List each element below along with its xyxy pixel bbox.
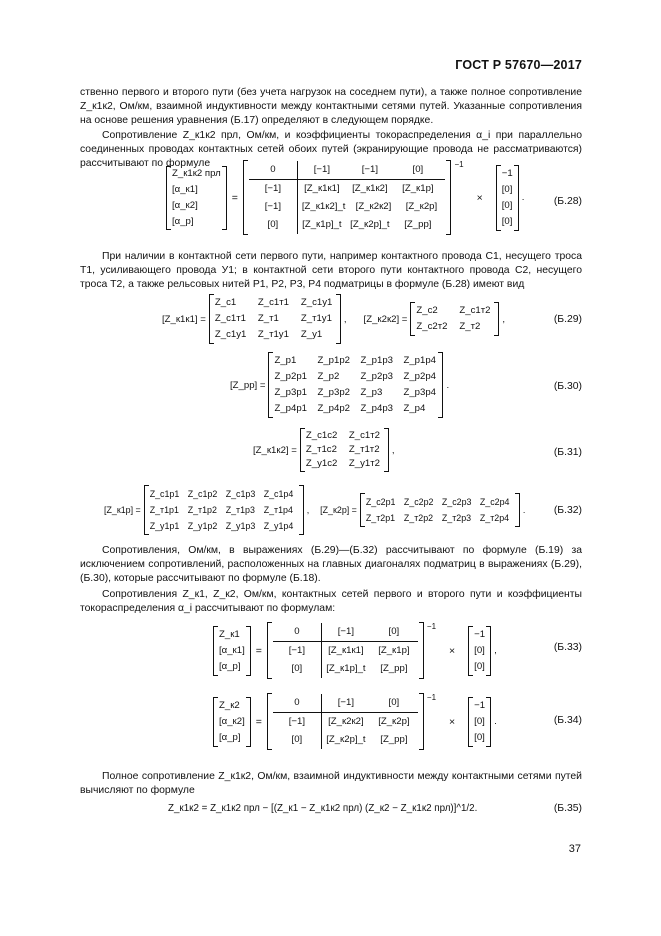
b30-32: Z_р4р3 [360, 403, 394, 414]
b30-03: Z_р1р4 [403, 355, 437, 366]
b28-m03: [0] [412, 164, 424, 175]
b31-10: Z_т1с2 [305, 444, 337, 455]
b30-13: Z_р2р4 [403, 371, 437, 382]
b29-m1-02: Z_с1у1 [300, 297, 333, 308]
b30-12: Z_р2р3 [360, 371, 394, 382]
b28-m10: [−1] [264, 183, 282, 194]
b32-m2-10: Z_т2р1 [365, 513, 396, 523]
b30-33: Z_р4 [403, 403, 426, 414]
b30-00: Z_р1 [274, 355, 297, 366]
b28-lhs-vector [166, 166, 227, 230]
b30-22: Z_р3 [360, 387, 383, 398]
b33-rhs-2: [0] [474, 660, 485, 672]
b29-matrix-k1k1 [209, 294, 341, 344]
b29-m1-22: Z_у1 [300, 329, 323, 340]
b32-m1-20: Z_у1р1 [149, 521, 180, 531]
equation-number-b30: (Б.30) [553, 381, 582, 392]
b28-m02: [−1] [361, 164, 379, 175]
b28-rhs-3: [0] [501, 215, 513, 227]
b33-m00: 0 [294, 626, 300, 637]
b33-lhs-0: Z_к1 [219, 628, 240, 640]
b28-m12: [Z_к1к2] [352, 183, 388, 194]
equation-number-b33: (Б.33) [553, 642, 582, 653]
b32-m2-11: Z_т2р2 [403, 513, 434, 523]
b32-m2-12: Z_т2р3 [441, 513, 472, 523]
b34-m12: [Z_к2р] [378, 716, 410, 727]
b32-matrix-k2p [360, 493, 520, 527]
b33-m12: [Z_к1р] [378, 645, 410, 656]
b34-m02: [0] [388, 697, 400, 708]
b29-matrix-k2k2 [410, 302, 499, 336]
b32-m1-10: Z_т1р1 [149, 505, 179, 515]
b34-lhs-1: [α_к2] [219, 715, 245, 727]
b34-m20: [0] [291, 734, 303, 745]
b30-20: Z_р3р1 [274, 387, 308, 398]
b30-10: Z_р2р1 [274, 371, 308, 382]
b29-m1-00: Z_с1 [214, 297, 237, 308]
b28-m20: [−1] [264, 201, 282, 212]
b31-01: Z_с1т2 [348, 430, 380, 441]
equation-b29: [Z_к1к1] = Z_с1 Z_с1т1 Z_с1у1 Z_с1т1 Z_т1 Z_т1у1 Z_с1у1 Z_т1у1 Z_у1 , [Z_к2к2] = Z_с2 Z_с1т2 Z_с2т2 Z_т2 , [162, 294, 505, 344]
equation-b31: [Z_к1к2] = Z_с1с2 Z_с1т2 Z_т1с2 Z_т1т2 Z_у1с2 Z_у1т2 , [253, 428, 395, 472]
b28-m33: [Z_рр] [404, 219, 432, 230]
b28-m01: [−1] [297, 161, 346, 179]
b33-m10: [−1] [288, 645, 306, 656]
b33-m11: [Z_к1к1] [321, 642, 370, 660]
b32-m1-22: Z_у1р3 [225, 521, 256, 531]
b33-rhs-vector [468, 626, 491, 676]
b28-m30: [0] [267, 219, 279, 230]
b34-lhs-2: [α_р] [219, 731, 241, 743]
b32-m1-12: Z_т1р3 [225, 505, 255, 515]
b30-23: Z_р3р4 [403, 387, 437, 398]
b28-m32: [Z_к2р]_t [350, 219, 390, 230]
b30-21: Z_р3р2 [317, 387, 351, 398]
b34-rhs-2: [0] [474, 731, 485, 743]
paragraph-calculation-rule: Сопротивления, Ом/км, в выражениях (Б.29)—(Б.32) рассчитывают по формуле (Б.19) за исключением сопротивлений, расположенных на главных диагоналях подматриц в выражениях (Б.29), (Б.30), которые рассчитывают по формуле (Б.18). [80, 545, 582, 585]
b34-exponent: −1 [426, 693, 437, 702]
paragraph-submatrices: При наличии в контактной сети первого пути, например контактного провода С1, несущего троса Т1, усиливающего провода У1; в контактной сети второго пути контактного провода С2, несущего троса Т2, а также рельсовых нитей Р1, Р2, Р3, Р4 подматрицы в формуле (Б.28) имеют вид [80, 251, 582, 291]
b29-m1-01: Z_с1т1 [257, 297, 289, 308]
paragraph-b35-intro: Полное сопротивление Z_к1к2, Ом/км, взаимной индуктивности между контактными сетями путей вычисляют по формуле [80, 771, 582, 797]
b28-times: × [476, 191, 483, 204]
b34-m10: [−1] [288, 716, 306, 727]
equation-number-b35: (Б.35) [553, 803, 582, 814]
b29-m2-11: Z_т2 [459, 321, 481, 332]
b31-21: Z_у1т2 [348, 458, 380, 469]
equation-number-b34: (Б.34) [553, 715, 582, 726]
b28-rhs-1: [0] [501, 183, 513, 195]
b29-m1-20: Z_с1у1 [214, 329, 247, 340]
b28-m00: 0 [270, 164, 276, 175]
b28-m31: [Z_к1р]_t [297, 216, 346, 234]
page-number: 37 [568, 843, 581, 855]
equation-number-b31: (Б.31) [553, 447, 582, 458]
b29-m2-00: Z_с2 [416, 305, 438, 316]
b33-times: × [449, 644, 456, 657]
b28-block-matrix [243, 160, 452, 235]
b32-m2-label: [Z_к2р] = [320, 505, 357, 515]
b28-rhs-vector [496, 165, 519, 231]
b28-m22: [Z_к2к2] [355, 201, 392, 212]
b32-m2-13: Z_т2р4 [479, 513, 510, 523]
b33-m21: [Z_к1р]_t [321, 660, 370, 678]
b33-m20: [0] [291, 663, 303, 674]
b32-m1-21: Z_у1р2 [187, 521, 218, 531]
b31-00: Z_с1с2 [305, 430, 338, 441]
b29-m1-label: [Z_к1к1] = [162, 313, 206, 325]
b33-rhs-1: [0] [474, 644, 485, 656]
equation-b32: [Z_к1р] = Z_с1р1 Z_с1р2 Z_с1р3 Z_с1р4 Z_т1р1 Z_т1р2 Z_т1р3 Z_т1р4 Z_у1р1 Z_у1р2 Z_у1р3 Z_у1р4 , [Z_к2р] = Z_с2р1 Z_с2р2 Z_с2р3 Z_с2р4 Z_т2р1 Z_т2р2 Z_т2р3 Z_т2р4 . [104, 485, 525, 535]
b32-m1-23: Z_у1р4 [263, 521, 294, 531]
equation-b35 [168, 803, 477, 814]
b28-m23: [Z_к2р] [405, 201, 438, 212]
equation-b28: Z_к1к2 прл [α_к1] [α_к2] [α_р] = 0 [−1] [−1] [0] [−1] [Z_к1к1] [Z_к1к2] [Z_к1р] [−1] [Z_к1к2]_t [Z_к2к2] [Z_к2р] [0] [Z_к1р]_t [Z_к2р]_t [Z_рр] $^{-1}$ × −1 [0] [0] [0] . [166, 160, 524, 235]
paragraph-continuation: ственно первого и второго пути (без учета нагрузок на соседнем пути), а также полное сопротивление Z_к1к2, Ом/км, взаимной индуктивности между контактными сетями путей. Указанные сопротивления на основе решения уравнения (Б.17) определяют в следующем порядке. [80, 87, 582, 127]
b34-lhs-0: Z_к2 [219, 699, 240, 711]
b30-11: Z_р2 [317, 371, 340, 382]
b28-m13: [Z_к1р] [402, 183, 434, 194]
b30-01: Z_р1р2 [317, 355, 351, 366]
b28-rhs-0: −1 [501, 167, 513, 179]
b29-m2-label: [Z_к2к2] = [363, 313, 408, 325]
b33-exponent: −1 [426, 622, 437, 631]
b34-m21: [Z_к2р]_t [321, 731, 370, 749]
paragraph-b28-intro: Сопротивление Z_к1к2 прл, Ом/км, и коэффициенты токораспределения α_i при параллельно соединенных проводах контактных сетей обоих путей (экранирующие провода не рассматриваются) рассчитывают по формуле [80, 130, 582, 170]
b31-label: [Z_к1к2] = [253, 444, 297, 456]
b34-block-matrix [267, 693, 424, 750]
b31-20: Z_у1с2 [305, 458, 338, 469]
b28-lhs-2: [α_к2] [172, 199, 198, 211]
b30-31: Z_р4р2 [317, 403, 351, 414]
b33-m22: [Z_рр] [380, 663, 408, 674]
b32-m1-03: Z_с1р4 [263, 489, 294, 499]
b30-30: Z_р4р1 [274, 403, 308, 414]
b33-block-matrix [267, 622, 424, 679]
b28-lhs-3: [α_р] [172, 215, 194, 227]
b34-m22: [Z_рр] [380, 734, 408, 745]
b32-m2-03: Z_с2р4 [479, 497, 510, 507]
b29-m1-10: Z_с1т1 [214, 313, 246, 324]
b29-m1-21: Z_т1у1 [257, 329, 289, 340]
document-standard-id: ГОСТ Р 57670—2017 [455, 58, 582, 72]
b32-m2-02: Z_с2р3 [441, 497, 472, 507]
equation-b34: Z_к2 [α_к2] [α_р] = 0 [−1] [0] [−1] [Z_к2к2] [Z_к2р] [0] [Z_к2р]_t [Z_рр] $^{-1}$ × −1 [0] [0] . [213, 693, 497, 750]
equation-number-b29: (Б.29) [553, 314, 582, 325]
b29-m2-10: Z_с2т2 [416, 321, 448, 332]
b33-lhs-1: [α_к1] [219, 644, 245, 656]
b32-m1-label: [Z_к1р] = [104, 505, 141, 515]
b28-lhs-0: Z_к1к2 прл [172, 167, 221, 179]
b29-m1-11: Z_т1 [257, 313, 279, 324]
b32-m1-01: Z_с1р2 [187, 489, 218, 499]
b32-m1-13: Z_т1р4 [263, 505, 293, 515]
b34-m11: [Z_к2к2] [321, 713, 370, 731]
b31-matrix-k1k2 [300, 428, 389, 472]
equation-b30: [Z_рр] = Z_р1 Z_р1р2 Z_р1р3 Z_р1р4 Z_р2р1 Z_р2 Z_р2р3 Z_р2р4 Z_р3р1 Z_р3р2 Z_р3 Z_р3р4 Z_р4р1 Z_р4р2 Z_р4р3 Z_р4 . [230, 352, 449, 418]
b34-m01: [−1] [321, 694, 370, 712]
b33-rhs-0: −1 [474, 628, 486, 640]
b33-m02: [0] [388, 626, 400, 637]
b34-rhs-0: −1 [474, 699, 486, 711]
b34-m00: 0 [294, 697, 300, 708]
b33-lhs-2: [α_р] [219, 660, 241, 672]
equation-number-b32: (Б.32) [553, 505, 582, 516]
b32-m2-00: Z_с2р1 [365, 497, 396, 507]
b33-lhs-vector [213, 626, 251, 676]
b34-lhs-vector [213, 697, 251, 747]
equation-number-b28: (Б.28) [553, 196, 582, 207]
b35-formula: Z_к1к2 = Z_к1к2 прл − [(Z_к1 − Z_к1к2 прл) (Z_к2 − Z_к1к2 прл)]^1/2. [168, 803, 478, 814]
b34-times: × [449, 715, 456, 728]
paragraph-b33-intro: Сопротивления Z_к1, Z_к2, Ом/км, контактных сетей первого и второго пути и коэффициенты токораспределения α_i рассчитывают по формулам: [80, 589, 582, 615]
b30-02: Z_р1р3 [360, 355, 394, 366]
b29-m1-12: Z_т1у1 [300, 313, 332, 324]
b28-lhs-1: [α_к1] [172, 183, 198, 195]
equation-b33: Z_к1 [α_к1] [α_р] = 0 [−1] [0] [−1] [Z_к1к1] [Z_к1р] [0] [Z_к1р]_t [Z_рр] $^{-1}$ × −1 [0] [0] , [213, 622, 497, 679]
b32-matrix-k1p [144, 485, 304, 535]
b33-m01: [−1] [321, 623, 370, 641]
b30-label: [Z_рр] = [230, 379, 266, 391]
b28-m21: [Z_к1к2]_t [297, 198, 350, 216]
b31-11: Z_т1т2 [348, 444, 380, 455]
b28-exponent: −1 [454, 160, 464, 169]
b34-rhs-vector [468, 697, 491, 747]
b28-m11: [Z_к1к1] [297, 180, 346, 198]
b32-m2-01: Z_с2р2 [403, 497, 434, 507]
b32-m1-00: Z_с1р1 [149, 489, 180, 499]
b28-rhs-2: [0] [501, 199, 513, 211]
b32-m1-02: Z_с1р3 [225, 489, 256, 499]
b30-matrix-pp [268, 352, 443, 418]
b34-rhs-1: [0] [474, 715, 485, 727]
b32-m1-11: Z_т1р2 [187, 505, 217, 515]
b29-m2-01: Z_с1т2 [459, 305, 491, 316]
